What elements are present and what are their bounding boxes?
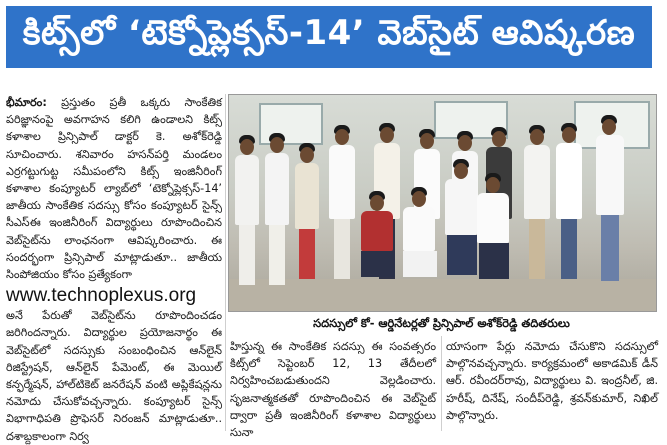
article-left-column	[6, 94, 222, 443]
dateline: భీమారం:	[6, 96, 47, 109]
photo-floor	[229, 279, 656, 311]
article-column-2: హిస్తున్న ఈ సాంకేతిక సదస్సు ఈ సంవత్సరం కిట్స్‌లో సెప్టెంబర్ 12, 13 తేదీలలో నిర్వహించబడుతుందని వెల్లడించారు. సృజనాత్మకతతో రూపొందించిన ఈ వెబ్‌సైట్ ద్వారా ప్రతీ ఇంజినీరింగ్ కళాశాల విద్యార్థులు సునా	[230, 340, 436, 440]
photo-caption: సదస్సులో కో- ఆర్డినేటర్లతో ప్రిన్సిపాల్ అశోక్‌రెడ్డి తదితరులు	[313, 316, 570, 330]
column-divider	[225, 94, 226, 431]
column-divider	[441, 336, 442, 431]
article-paragraph-2: అనే పేరుతో వెబ్‌సైట్‌ను రూపొందించడం జరిగిందన్నారు. విద్యార్థుల ప్రయోజనార్థం ఈ వెబ్‌సైట్‌లో సదస్సుకు సంబంధించిన ఆన్‌లైన్ రిజిస్ట్రేషన్, ఆన్‌లైన్ పేమెంట్, ఈ మెయిల్ కన్ఫర్మేషన్, హాల్‌టికెట్ జనరేషన్ వంటి అప్లికేషన్లను నమోదు చేసుకోవచ్చన్నారు. కంప్యూటర్ సైన్స్ విభాగాధిపతి ప్రొఫెసర్ నిరంజన్ మాట్లాడుతూ.. దశాబ్దకాలంగా నిర్వ	[6, 309, 222, 443]
headline-text: కిట్స్‌లో ‘టెక్నోప్లెక్సస్-14’ వెబ్‌సైట్ ఆవిష్కరణ	[22, 13, 636, 53]
article-column-3: యాసంగా పేర్లు నమోదు చేసుకొని సదస్సులో పాల్గొనవచ్చన్నారు. కార్యక్రమంలో అకాడమిక్ డీన్ ఆర్. రవీందర్‌రావు, విద్యార్థులు వి. ఇంద్రనీల్, జి. హరీష్, దినేష్, సందీప్‌రెడ్డి, శ్రవన్‌కుమార్, నిఖిల్ పాల్గొన్నారు.	[446, 340, 658, 422]
article-paragraph-1: ప్రస్తుతం ప్రతీ ఒక్కరు సాంకేతిక పరిజ్ఞానంపై అవగాహన కలిగి ఉండాలని కిట్స్ కళాశాల ప్రిన్సిపాల్ డాక్టర్ కె. అశోక్‌రెడ్డి సూచించారు. శనివారం హసన్‌పర్తి మండలం ఎర్రగట్టుగుట్ట సమీపంలోని కిట్స్ ఇంజినీరింగ్ కళాశాల కంప్యూటర్ ల్యాబ్‌లో ‘టెక్నోప్లెక్సస్-14’ జాతీయ సాంకేతిక సదస్సు కోసం కంప్యూటర్ సైన్స్ సీఎస్ఈ ఇంజినీరింగ్ విద్యార్థులు రూపొందించిన వెబ్‌సైట్‌ను లాంఛనంగా ఆవిష్కరించారు. ఈ సందర్భంగా ప్రిన్సిపాల్ మాట్లాడుతూ.. జాతీయ సింపోజియం కోసం ప్రత్యేకంగా	[6, 96, 222, 282]
website-url: www.technoplexus.org	[6, 285, 197, 307]
headline-banner	[6, 6, 652, 68]
group-photo	[228, 94, 657, 312]
